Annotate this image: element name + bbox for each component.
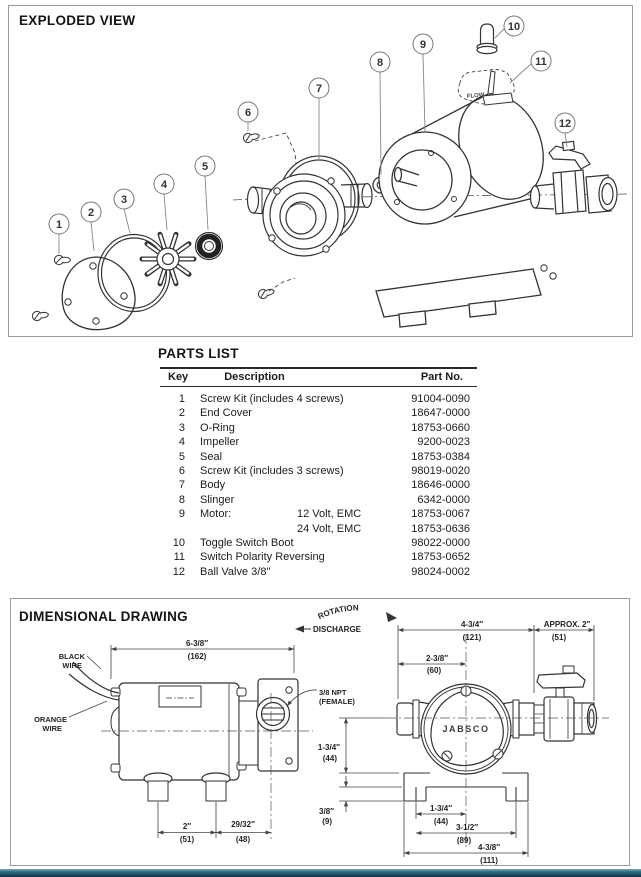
dim-slot-to-center-mm: (44): [433, 817, 449, 826]
parts-list-table: [160, 367, 477, 579]
dim-center-to-base-in: 1-3/4″: [317, 743, 340, 752]
dim-base-width-mm: (111): [480, 856, 498, 865]
table-row: [160, 450, 477, 464]
svg-text:1: 1: [55, 219, 63, 231]
row-desc: Impeller: [200, 436, 240, 449]
col-header-description: Description: [224, 371, 285, 383]
callout-7: [309, 78, 329, 98]
row-desc: Body: [200, 479, 226, 492]
exploded-view-title: EXPLODED VIEW: [19, 13, 136, 28]
dim-valve-length-mm: (51): [551, 633, 567, 642]
dim-side-width-in: 6-3/8″: [185, 639, 209, 648]
svg-text:2: 2: [87, 207, 95, 219]
callout-5: [195, 156, 215, 176]
dim-port-to-center-mm: (60): [426, 666, 442, 675]
polarity-switch: [458, 70, 514, 106]
rotation-label: ROTATION: [316, 603, 359, 622]
dim-foot-height-mm: (9): [322, 817, 332, 826]
svg-text:6: 6: [244, 107, 252, 119]
callout-9: [413, 34, 433, 54]
table-row: [160, 522, 477, 536]
table-row: [160, 464, 477, 478]
pump-body: [248, 156, 373, 256]
dim-foot-to-port-mm: (48): [235, 835, 251, 844]
row-key: 8: [178, 493, 185, 506]
row-part: 18753-0652: [411, 551, 470, 564]
npt-label-2: (FEMALE): [319, 697, 355, 706]
jabsco-brand-label: JABSCO: [442, 724, 490, 734]
orange-wire-label-1: ORANGE: [34, 715, 67, 724]
callout-1: [49, 214, 69, 234]
row-key: 4: [178, 436, 185, 449]
row-variant: 12 Volt, EMC: [297, 508, 362, 521]
dim-front-width-mm: (121): [462, 633, 482, 642]
npt-label-1: 3/8 NPT: [319, 688, 347, 697]
callout-10: [504, 16, 524, 36]
orange-wire-label-2: WIRE: [42, 724, 62, 733]
dim-side-width-mm: (162): [187, 652, 207, 661]
row-part: 18753-0660: [411, 421, 470, 434]
table-row: [160, 421, 477, 435]
footer-color-bar: [0, 869, 641, 877]
callout-8: [370, 52, 390, 72]
dim-foot-height-in: 3/8″: [319, 807, 334, 816]
seal: [196, 233, 223, 260]
row-key: 9: [178, 508, 185, 521]
dim-port-to-center-in: 2-3/8″: [425, 654, 449, 663]
callout-6: [238, 102, 258, 122]
callout-4: [154, 174, 174, 194]
row-part: 6342-0000: [417, 493, 470, 506]
row-key: 3: [178, 421, 185, 434]
row-desc: Motor: 12 Volt, EMC: [200, 508, 362, 521]
front-ball-valve: [534, 666, 597, 741]
row-part: 98024-0002: [411, 565, 470, 578]
rotation-arrow-icon: [386, 612, 397, 622]
table-row: [160, 536, 477, 550]
dim-slot-to-center-in: 1-3/4″: [429, 804, 453, 813]
row-desc: Slinger: [200, 493, 235, 506]
dimensional-drawing: [11, 599, 629, 865]
row-variant: 24 Volt, EMC: [297, 522, 362, 535]
row-key: 10: [172, 536, 185, 549]
svg-text:8: 8: [376, 57, 384, 69]
row-key: 12: [172, 565, 185, 578]
table-row: [160, 493, 477, 507]
table-row: [160, 406, 477, 420]
discharge-label: DISCHARGE: [313, 625, 362, 634]
dim-front-width-in: 4-3/4″: [460, 620, 484, 629]
side-view: [69, 662, 298, 801]
row-desc: Seal: [200, 450, 223, 463]
row-key: 5: [178, 450, 185, 463]
dimensional-drawing-panel: [10, 598, 630, 866]
dim-center-to-base-mm: (44): [322, 754, 337, 763]
col-header-part: Part No.: [420, 371, 463, 383]
row-key: 6: [178, 464, 185, 477]
motor: [376, 82, 558, 327]
callout-2: [81, 202, 101, 222]
dim-foot-spacing-mm: (51): [179, 835, 195, 844]
row-part: 18753-0384: [411, 450, 470, 463]
row-key: 2: [178, 407, 185, 420]
svg-text:5: 5: [201, 161, 209, 173]
svg-text:9: 9: [419, 39, 427, 51]
row-part: 18753-0067: [411, 508, 470, 521]
row-key: [160, 522, 185, 536]
table-row: [160, 565, 477, 579]
dim-foot-to-port-in: 29/32″: [231, 820, 255, 829]
svg-text:ROTATION: [317, 603, 359, 621]
row-part: 98019-0020: [411, 464, 470, 477]
row-part: 98022-0000: [411, 536, 470, 549]
table-row: [160, 392, 477, 406]
row-desc: Screw Kit (includes 3 screws): [200, 464, 344, 477]
row-part: 18646-0000: [411, 479, 470, 492]
svg-text:11: 11: [535, 56, 547, 68]
rotation-discharge: [295, 603, 397, 634]
svg-text:3: 3: [120, 194, 128, 206]
table-row: [160, 435, 477, 449]
row-desc: Switch Polarity Reversing: [200, 551, 325, 564]
svg-text:7: 7: [315, 83, 323, 95]
row-desc: [185, 522, 377, 536]
row-desc: Screw Kit (includes 4 screws): [200, 393, 344, 405]
row-key: 7: [178, 479, 185, 492]
exploded-drawing: [9, 6, 632, 336]
black-wire-label-1: BLACK: [58, 652, 85, 661]
dimensional-drawing-title: DIMENSIONAL DRAWING: [19, 609, 188, 624]
callout-12: [555, 113, 575, 133]
exploded-view-panel: [8, 5, 633, 337]
table-row: [160, 550, 477, 564]
svg-text:12: 12: [558, 118, 572, 130]
dim-slot-spacing-in: 3-1/2″: [455, 823, 479, 832]
row-key: 11: [173, 551, 185, 564]
row-part: 18647-0000: [411, 407, 470, 420]
flow-label: FLOW: [466, 92, 485, 100]
row-key: 1: [178, 393, 185, 405]
discharge-arrow-icon: [295, 626, 304, 633]
dim-valve-length-in: APPROX. 2″: [543, 620, 591, 629]
svg-text:10: 10: [507, 21, 521, 33]
row-desc: O-Ring: [200, 421, 235, 434]
col-header-key: Key: [168, 371, 189, 383]
row-desc: End Cover: [200, 407, 252, 420]
parts-list-title: PARTS LIST: [158, 346, 239, 361]
row-part: 91004-0090: [411, 393, 470, 405]
black-wire-label-2: WIRE: [62, 661, 82, 670]
parts-list-rows: [160, 387, 477, 579]
table-row: [160, 478, 477, 492]
front-view: [397, 666, 597, 801]
parts-list-header: [160, 369, 477, 387]
row-part: 18753-0636: [411, 522, 470, 535]
callout-11: [531, 51, 551, 71]
table-row: [160, 507, 477, 521]
row-desc: Toggle Switch Boot: [200, 536, 294, 549]
svg-text:4: 4: [160, 179, 168, 191]
row-part: 9200-0023: [417, 436, 470, 449]
dim-base-width-in: 4-3/8″: [477, 843, 501, 852]
dim-slot-spacing-mm: (89): [456, 836, 472, 845]
toggle-switch-boot: [477, 24, 497, 54]
dim-foot-spacing-in: 2″: [182, 822, 192, 831]
row-desc: Ball Valve 3/8": [200, 565, 271, 578]
callout-3: [114, 189, 134, 209]
